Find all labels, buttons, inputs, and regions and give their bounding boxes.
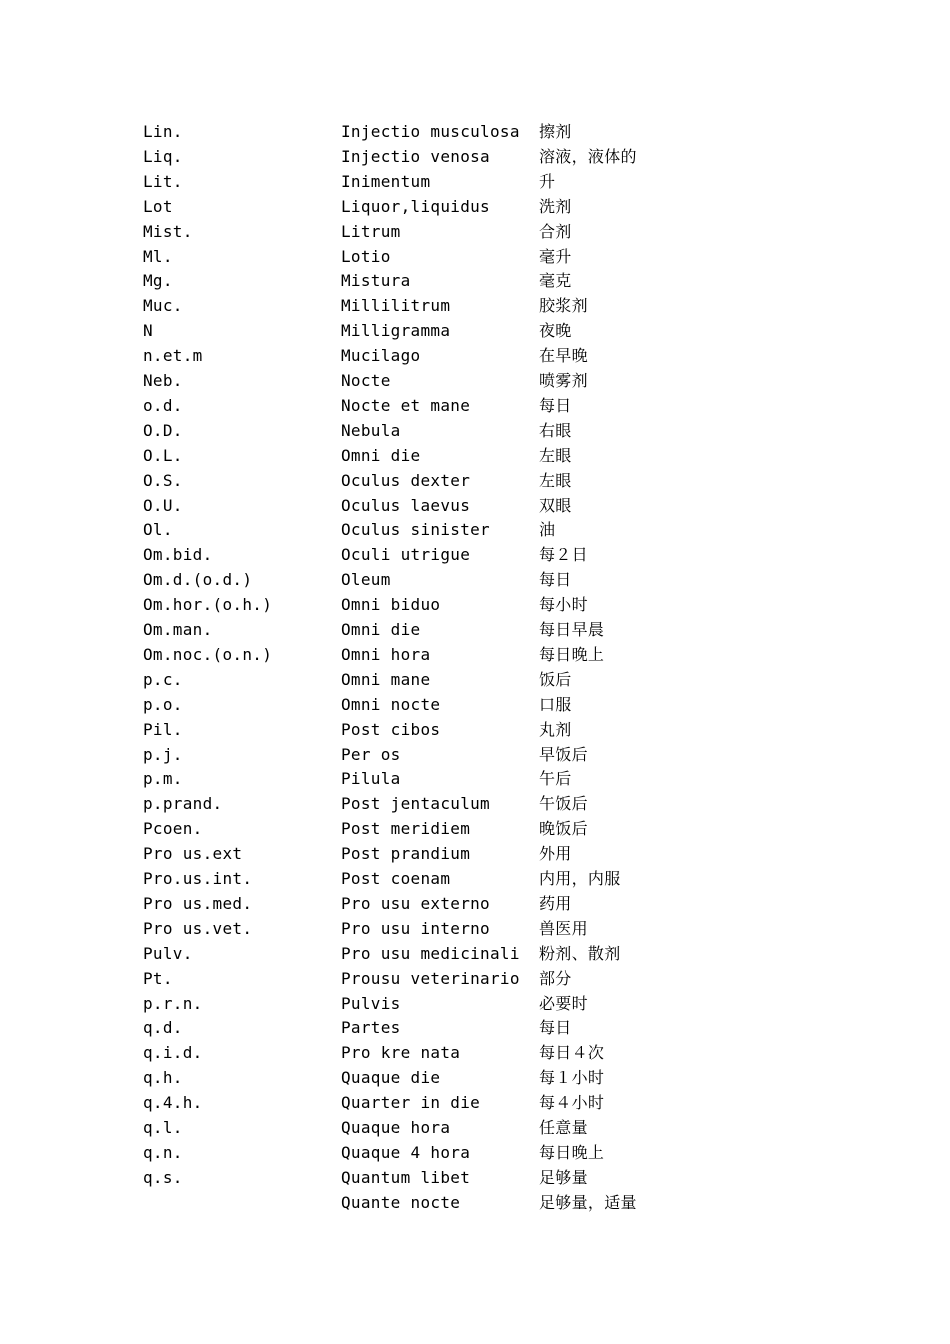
latin-term-cell: Quantum libet	[341, 1167, 471, 1187]
chinese-meaning-cell: 每日	[539, 1018, 572, 1038]
table-row	[0, 244, 950, 269]
table-row	[0, 592, 950, 617]
chinese-meaning-cell: 溶液，液体的	[539, 146, 637, 166]
table-row	[0, 1190, 950, 1215]
table-row	[0, 916, 950, 941]
abbreviation-cell: q.l.	[143, 1118, 183, 1137]
abbreviation-cell: O.U.	[143, 495, 183, 515]
latin-term-cell: Post prandium	[341, 844, 471, 864]
chinese-meaning-cell: 左眼	[539, 445, 572, 465]
table-row	[0, 692, 950, 717]
table-row	[0, 1140, 950, 1165]
latin-term-cell: Post jentaculum	[341, 794, 490, 814]
abbreviation-cell: Pil.	[143, 719, 183, 739]
chinese-meaning-cell: 右眼	[539, 420, 572, 440]
table-row	[0, 1090, 950, 1115]
chinese-meaning-cell: 喷雾剂	[539, 371, 588, 390]
table-row	[0, 542, 950, 567]
chinese-meaning-cell: 任意量	[539, 1118, 588, 1137]
latin-term-cell: Oculus laevus	[341, 495, 471, 515]
chinese-meaning-cell: 口服	[539, 694, 572, 714]
abbreviation-cell: o.d.	[143, 395, 183, 415]
table-row	[0, 418, 950, 443]
chinese-meaning-cell: 部分	[539, 968, 572, 988]
abbreviation-cell: Muc.	[143, 296, 183, 316]
table-row	[0, 866, 950, 891]
chinese-meaning-cell: 早饭后	[539, 744, 588, 764]
chinese-meaning-cell: 兽医用	[539, 918, 588, 938]
table-row	[0, 219, 950, 244]
abbreviation-cell: p.m.	[143, 769, 183, 789]
latin-term-cell: Quante nocte	[341, 1192, 461, 1212]
table-row	[0, 493, 950, 518]
chinese-meaning-cell: 左眼	[539, 470, 572, 490]
chinese-meaning-cell: 每２日	[539, 545, 588, 565]
chinese-meaning-cell: 毫克	[539, 271, 572, 291]
table-row	[0, 119, 950, 144]
latin-term-cell: Liquor,liquidus	[341, 196, 490, 216]
latin-term-cell: Injectio venosa	[341, 146, 490, 166]
chinese-meaning-cell: 每日早晨	[539, 620, 605, 639]
table-row	[0, 991, 950, 1016]
chinese-meaning-cell: 每日	[539, 570, 572, 590]
table-row	[0, 841, 950, 866]
latin-term-cell: Pulvis	[341, 993, 401, 1013]
table-row	[0, 393, 950, 418]
abbreviation-cell: p.r.n.	[143, 993, 203, 1013]
chinese-meaning-cell: 每小时	[539, 595, 588, 615]
latin-term-cell: Oleum	[341, 570, 391, 590]
table-row	[0, 1115, 950, 1140]
latin-term-cell: Injectio musculosa	[341, 122, 520, 141]
abbreviation-cell: Pro.us.int.	[143, 869, 253, 888]
latin-term-cell: Prousu veterinario	[341, 968, 520, 988]
latin-term-cell: Post meridiem	[341, 819, 471, 839]
latin-term-cell: Omni die	[341, 620, 421, 639]
chinese-meaning-cell: 午饭后	[539, 794, 588, 814]
table-row	[0, 667, 950, 692]
abbreviation-cell: q.4.h.	[143, 1093, 203, 1113]
abbreviation-cell: Pro us.vet.	[143, 918, 253, 938]
chinese-meaning-cell: 足够量，适量	[539, 1192, 637, 1212]
latin-term-cell: Omni mane	[341, 669, 431, 689]
abbreviation-cell: q.h.	[143, 1068, 183, 1088]
abbreviation-cell: Liq.	[143, 146, 183, 166]
chinese-meaning-cell: 丸剂	[539, 719, 572, 739]
table-row	[0, 617, 950, 642]
latin-term-cell: Omni hora	[341, 644, 431, 664]
latin-term-cell: Quaque die	[341, 1068, 441, 1088]
abbreviation-cell: N	[143, 321, 153, 341]
table-row	[0, 194, 950, 219]
abbreviation-cell: Pt.	[143, 968, 173, 988]
chinese-meaning-cell: 合剂	[539, 221, 572, 241]
latin-term-cell: Mistura	[341, 271, 411, 291]
latin-term-cell: Quaque hora	[341, 1118, 451, 1137]
latin-term-cell: Millilitrum	[341, 296, 451, 316]
chinese-meaning-cell: 升	[539, 171, 556, 191]
chinese-meaning-cell: 内用，内服	[539, 869, 621, 888]
abbreviation-cell: Mg.	[143, 271, 173, 291]
abbreviation-cell: Lit.	[143, 171, 183, 191]
chinese-meaning-cell: 油	[539, 520, 556, 540]
chinese-meaning-cell: 每１小时	[539, 1068, 605, 1088]
latin-term-cell: Mucilago	[341, 346, 421, 366]
table-row	[0, 169, 950, 194]
table-row	[0, 343, 950, 368]
latin-term-cell: Litrum	[341, 221, 401, 241]
abbreviation-cell: p.prand.	[143, 794, 223, 814]
abbreviation-cell: Ol.	[143, 520, 173, 540]
table-row	[0, 318, 950, 343]
latin-term-cell: Oculus sinister	[341, 520, 490, 540]
latin-term-cell: Post coenam	[341, 869, 451, 888]
latin-term-cell: Milligramma	[341, 321, 451, 341]
latin-term-cell: Post cibos	[341, 719, 441, 739]
chinese-meaning-cell: 在早晚	[539, 346, 588, 366]
chinese-meaning-cell: 外用	[539, 844, 572, 864]
abbreviation-cell: p.o.	[143, 694, 183, 714]
table-row	[0, 642, 950, 667]
chinese-meaning-cell: 午后	[539, 769, 572, 789]
abbreviation-cell: O.L.	[143, 445, 183, 465]
latin-term-cell: Pilula	[341, 769, 401, 789]
chinese-meaning-cell: 每日４次	[539, 1043, 605, 1063]
table-row	[0, 468, 950, 493]
table-row	[0, 1065, 950, 1090]
table-row	[0, 941, 950, 966]
chinese-meaning-cell: 洗剂	[539, 196, 572, 216]
latin-term-cell: Oculi utrigue	[341, 545, 471, 565]
table-row	[0, 1015, 950, 1040]
chinese-meaning-cell: 每４小时	[539, 1093, 605, 1113]
latin-term-cell: Per os	[341, 744, 401, 764]
abbreviation-cell: Om.hor.(o.h.)	[143, 595, 273, 615]
abbreviation-cell: Om.noc.(o.n.)	[143, 644, 273, 664]
abbreviation-cell: Pulv.	[143, 943, 193, 963]
table-row	[0, 717, 950, 742]
abbreviation-cell: n.et.m	[143, 346, 203, 366]
abbreviation-cell: Lin.	[143, 122, 183, 141]
table-row	[0, 1040, 950, 1065]
abbreviation-cell: Mist.	[143, 221, 193, 241]
table-row	[0, 443, 950, 468]
latin-term-cell: Quarter in die	[341, 1093, 481, 1113]
chinese-meaning-cell: 药用	[539, 893, 572, 913]
table-row	[0, 144, 950, 169]
latin-term-cell: Omni biduo	[341, 595, 441, 615]
table-row	[0, 567, 950, 592]
latin-term-cell: Partes	[341, 1018, 401, 1038]
abbreviation-cell: Lot	[143, 196, 173, 216]
latin-term-cell: Inimentum	[341, 171, 431, 191]
chinese-meaning-cell: 饭后	[539, 669, 572, 689]
abbreviation-cell: Om.d.(o.d.)	[143, 570, 253, 590]
latin-term-cell: Omni die	[341, 445, 421, 465]
table-row	[0, 517, 950, 542]
table-row	[0, 1165, 950, 1190]
table-row	[0, 766, 950, 791]
abbreviation-cell: O.S.	[143, 470, 183, 490]
abbreviation-cell: q.i.d.	[143, 1043, 203, 1063]
table-row	[0, 966, 950, 991]
latin-term-cell: Oculus dexter	[341, 470, 471, 490]
latin-term-cell: Lotio	[341, 246, 391, 266]
abbreviation-cell: Pcoen.	[143, 819, 203, 839]
table-row	[0, 293, 950, 318]
table-row	[0, 268, 950, 293]
latin-term-cell: Omni nocte	[341, 694, 441, 714]
latin-term-cell: Pro usu interno	[341, 918, 490, 938]
latin-term-cell: Pro usu externo	[341, 893, 490, 913]
chinese-meaning-cell: 夜晚	[539, 321, 572, 341]
table-row	[0, 791, 950, 816]
chinese-meaning-cell: 晚饭后	[539, 819, 588, 839]
latin-term-cell: Nocte et mane	[341, 395, 471, 415]
abbreviation-cell: q.s.	[143, 1167, 183, 1187]
latin-term-cell: Pro usu medicinali	[341, 943, 520, 963]
abbreviation-cell: p.j.	[143, 744, 183, 764]
latin-term-cell: Pro kre nata	[341, 1043, 461, 1063]
chinese-meaning-cell: 双眼	[539, 495, 572, 515]
abbreviation-cell: Ml.	[143, 246, 173, 266]
chinese-meaning-cell: 每日晚上	[539, 1142, 605, 1162]
abbreviation-cell: q.d.	[143, 1018, 183, 1038]
chinese-meaning-cell: 必要时	[539, 993, 588, 1013]
chinese-meaning-cell: 毫升	[539, 246, 572, 266]
chinese-meaning-cell: 每日晚上	[539, 644, 605, 664]
abbreviation-cell: Neb.	[143, 371, 183, 390]
chinese-meaning-cell: 擦剂	[539, 122, 572, 141]
abbreviation-cell: O.D.	[143, 420, 183, 440]
chinese-meaning-cell: 胶浆剂	[539, 296, 588, 316]
latin-term-cell: Quaque 4 hora	[341, 1142, 471, 1162]
latin-term-cell: Nocte	[341, 371, 391, 390]
abbreviation-cell: Om.man.	[143, 620, 213, 639]
latin-term-cell: Nebula	[341, 420, 401, 440]
table-row	[0, 816, 950, 841]
abbreviation-cell: Pro us.med.	[143, 893, 253, 913]
abbreviation-cell: Pro us.ext	[143, 844, 243, 864]
table-row	[0, 742, 950, 767]
abbreviation-cell: q.n.	[143, 1142, 183, 1162]
abbreviation-cell: Om.bid.	[143, 545, 213, 565]
chinese-meaning-cell: 每日	[539, 395, 572, 415]
table-row	[0, 891, 950, 916]
chinese-meaning-cell: 粉剂、散剂	[539, 943, 621, 963]
table-row	[0, 368, 950, 393]
abbreviation-cell: p.c.	[143, 669, 183, 689]
chinese-meaning-cell: 足够量	[539, 1167, 588, 1187]
